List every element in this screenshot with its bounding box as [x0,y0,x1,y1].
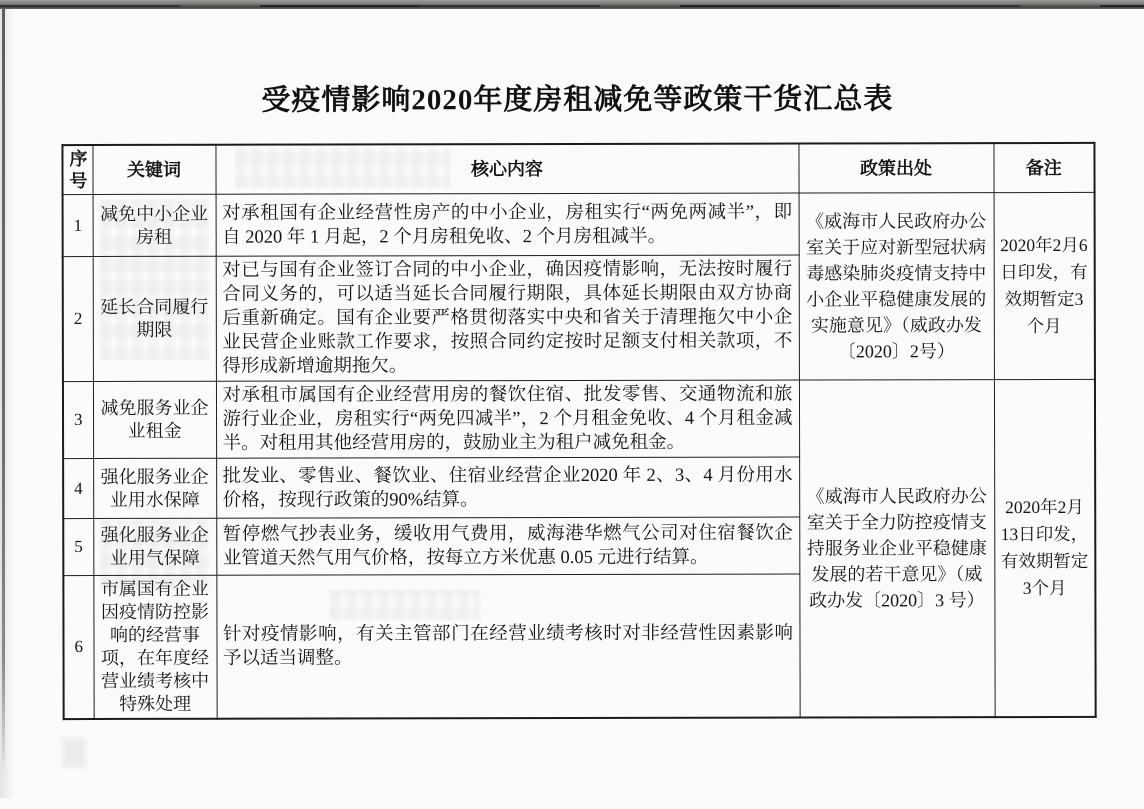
column-header-content: 核心内容 [215,144,798,195]
row-keyword: 减免服务业企业租金 [93,381,216,458]
row-number: 2 [63,257,93,382]
row-number: 3 [63,382,93,459]
table-row [63,192,1095,256]
row-number: 6 [63,576,93,720]
row-keyword: 延长合同履行期限 [93,256,216,381]
table-row [63,379,1095,458]
row-keyword: 强化服务业企业用气保障 [93,518,216,575]
column-header-note: 备注 [993,143,1094,193]
row-content: 对承租市属国有企业经营用房的餐饮住宿、批发零售、交通物流和旅游行业企业，房租实行“两免四减半”，2 个月租金免收、4 个月租金减半。对租用其他经营用房的，鼓励业主为租户减免租金。 [216,380,799,458]
policy-source-cell: 《威海市人民政府办公室关于应对新型冠状病毒感染肺炎疫情支持中小企业平稳健康发展的实施意见》（威政办发〔2020〕2号） [799,193,994,380]
row-content: 暂停燃气抄表业务，缓收用气费用，威海港华燃气公司对住宿餐饮企业管道天然气用气价格，按每立方米优惠 0.05 元进行结算。 [216,517,799,575]
column-header-keyword: 关键词 [92,145,215,195]
policy-table [61,142,1096,720]
row-content: 对已与国有企业签订合同的中小企业，确因疫情影响，无法按时履行合同义务的，可以适当延长合同履行期限，具体延长期限由双方协商后重新确定。国有企业要严格贯彻落实中央和省关于清理拖欠中小企业民营企业账款工作要求，按照合同约定按时足额支付相关款项，不得形成新增逾期拖欠。 [216,255,799,381]
row-number: 5 [63,519,93,576]
policy-source-cell: 《威海市人民政府办公室关于全力防控疫情支持服务业企业平稳健康发展的若干意见》（威政办发〔2020〕3 号） [799,380,995,718]
row-number: 1 [63,195,93,257]
row-number: 4 [63,459,93,519]
column-header-no: 序号 [62,145,92,195]
note-cell: 2020年2月6日印发，有效期暂定3个月 [994,192,1095,379]
page-title: 受疫情影响2020年度房租减免等政策干货汇总表 [261,83,894,117]
row-content: 批发业、零售业、餐饮业、住宿业经营企业2020 年 2、3、4 月份用水价格，按现行政策的90%结算。 [216,457,799,518]
row-keyword: 强化服务业企业用水保障 [93,458,216,518]
row-content: 对承租国有企业经营性房产的中小企业，房租实行“两免两减半”，即自 2020 年 1 月起，2 个月房租免收、2 个月房租减半。 [216,193,799,256]
column-header-source: 政策出处 [798,143,993,193]
row-keyword: 减免中小企业房租 [93,194,216,256]
table-header-row [62,143,1094,195]
row-content: 针对疫情影响，有关主管部门在经营业绩考核时对非经营性因素影响予以适当调整。 [216,574,799,719]
note-cell: 2020年2月13日印发，有效期暂定3个月 [994,379,1096,717]
row-keyword: 市属国有企业因疫情防控影响的经营事项，在年度经营业绩考核中特殊处理 [93,575,216,719]
